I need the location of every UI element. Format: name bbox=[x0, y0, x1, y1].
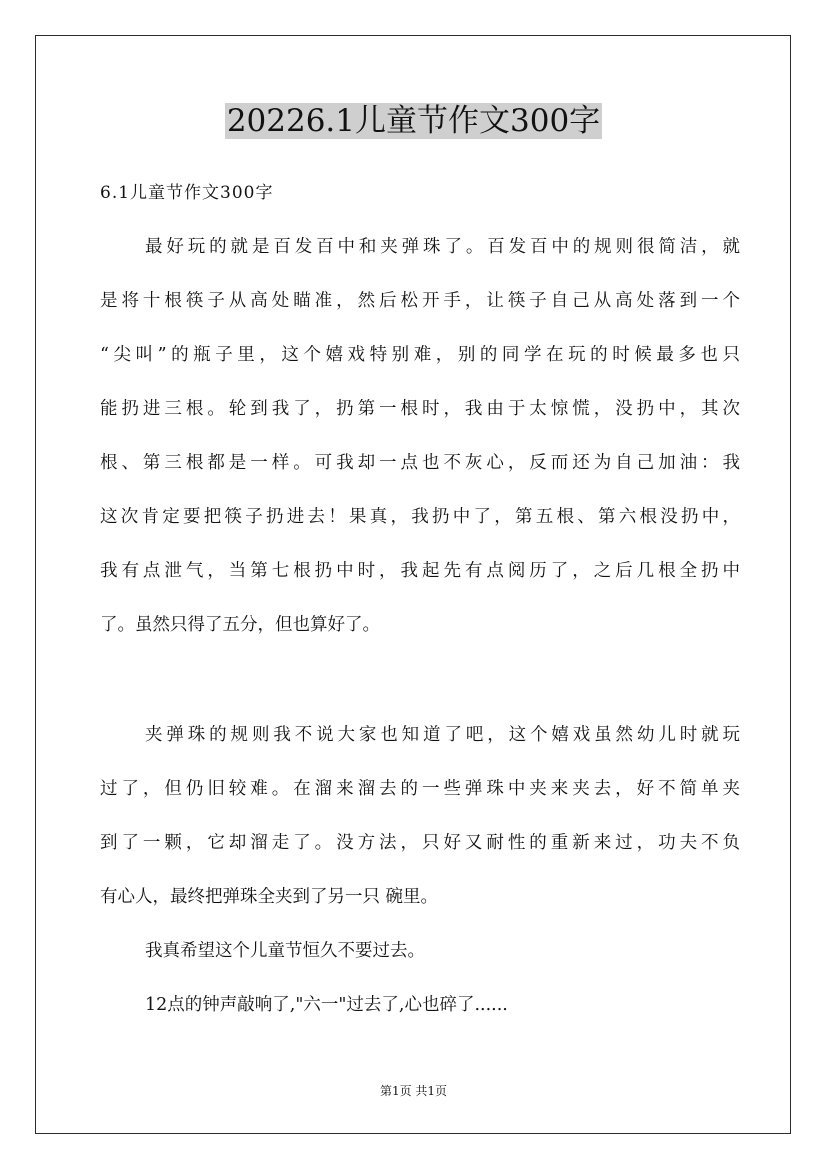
title-text: 20226.1儿童节作文300字 bbox=[226, 103, 601, 139]
paragraph-1-line: 根、第三根都是一样。可我却一点也不灰心，反而还为自己加油：我 bbox=[100, 453, 740, 473]
page-footer: 第1页 共1页 bbox=[379, 1084, 448, 1098]
paragraph-2-line: 过了，但仍旧较难。在溜来溜去的一些弹珠中夹来夹去，好不简单夹 bbox=[100, 779, 740, 799]
paragraph-1-line: 是将十根筷子从高处瞄准，然后松开手，让筷子自己从高处落到一个 bbox=[100, 291, 740, 311]
paragraph-1-line: 能扔进三根。轮到我了，扔第一根时，我由于太惊慌，没扔中，其次 bbox=[100, 399, 740, 419]
document-subtitle: 6.1儿童节作文300字 bbox=[100, 183, 274, 203]
paragraph-4: 12点的钟声敲响了,"六一"过去了,心也碎了...... bbox=[145, 995, 508, 1015]
paragraph-3: 我真希望这个儿童节恒久不要过去。 bbox=[145, 941, 425, 961]
paragraph-1-line: “尖叫”的瓶子里，这个嬉戏特别难，别的同学在玩的时候最多也只 bbox=[100, 345, 740, 365]
paragraph-2-line: 到了一颗，它却溜走了。没方法，只好又耐性的重新来过，功夫不负 bbox=[100, 833, 740, 853]
paragraph-1-line: 我有点泄气，当第七根扔中时，我起先有点阅历了，之后几根全扔中 bbox=[100, 561, 740, 581]
document-title bbox=[0, 100, 827, 142]
paragraph-2-line: 有心人，最终把弹珠全夹到了另一只 碗里。 bbox=[100, 887, 439, 907]
paragraph-1-line: 最好玩的就是百发百中和夹弹珠了。百发百中的规则很简洁，就 bbox=[145, 237, 740, 257]
paragraph-1-line: 了。虽然只得了五分，但也算好了。 bbox=[100, 615, 380, 635]
paragraph-2-line: 夹弹珠的规则我不说大家也知道了吧，这个嬉戏虽然幼儿时就玩 bbox=[145, 725, 740, 745]
paragraph-1-line: 这次肯定要把筷子扔进去！果真，我扔中了，第五根、第六根没扔中， bbox=[100, 507, 740, 527]
